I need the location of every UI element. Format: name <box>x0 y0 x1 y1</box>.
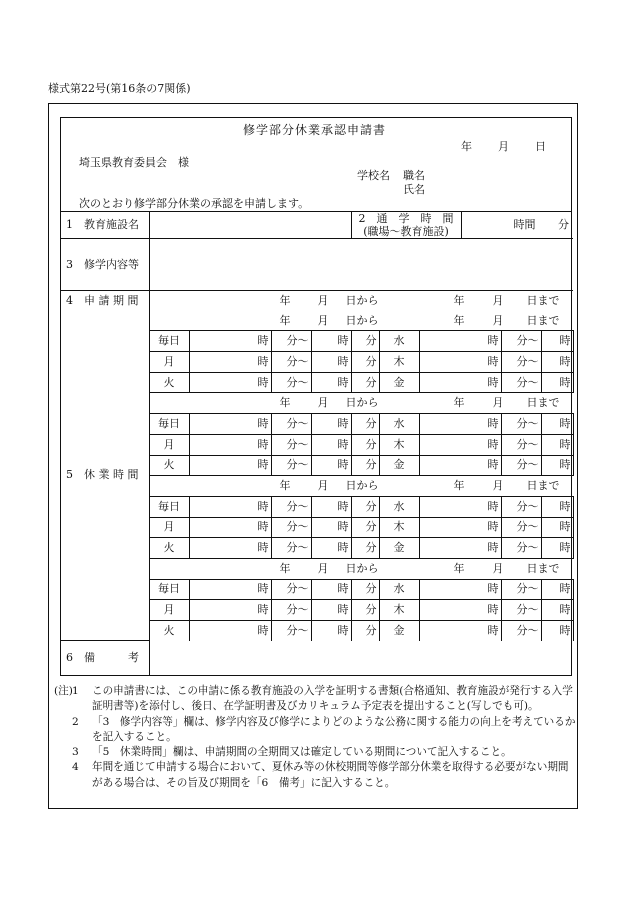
date-month: 月 <box>498 140 509 153</box>
commute-hours: 時間 <box>513 218 536 231</box>
end-min[interactable]: 分 <box>351 579 379 600</box>
start-hour[interactable]: 時 <box>419 434 501 455</box>
row-remarks <box>61 641 573 676</box>
end-min[interactable]: 分 <box>351 496 379 517</box>
end-min[interactable]: 分 <box>351 414 379 435</box>
start-hour[interactable]: 時 <box>189 352 271 373</box>
start-min[interactable]: 分～ <box>501 434 541 455</box>
period-month: 月 <box>317 396 329 410</box>
start-min[interactable]: 分～ <box>271 621 311 641</box>
end-hour[interactable]: 時 <box>541 352 573 373</box>
end-hour[interactable]: 時 <box>311 496 351 517</box>
period-year: 年 <box>279 561 291 575</box>
period-to: 日まで <box>526 561 560 575</box>
start-hour[interactable]: 時 <box>189 517 271 538</box>
end-min[interactable]: 分 <box>351 434 379 455</box>
period-month: 月 <box>492 479 504 493</box>
start-hour[interactable]: 時 <box>189 331 271 352</box>
schedule-period-field[interactable] <box>149 558 573 579</box>
day-label: 水 <box>379 496 419 517</box>
period-to: 日まで <box>526 479 560 493</box>
day-label: 火 <box>149 455 189 476</box>
schedule-period-field[interactable] <box>149 476 573 497</box>
period-month: 月 <box>317 479 329 493</box>
period-year: 年 <box>453 313 465 327</box>
start-hour[interactable]: 時 <box>189 621 271 641</box>
start-hour[interactable]: 時 <box>419 372 501 393</box>
commute-field[interactable] <box>461 212 573 239</box>
day-label: 毎日 <box>149 331 189 352</box>
day-label: 火 <box>149 538 189 559</box>
day-label: 毎日 <box>149 496 189 517</box>
period-from: 日から <box>345 561 379 575</box>
start-hour[interactable]: 時 <box>189 455 271 476</box>
start-min[interactable]: 分～ <box>271 331 311 352</box>
statement: 次のとおり修学部分休業の承認を申請します。 <box>79 197 310 210</box>
end-hour[interactable]: 時 <box>311 517 351 538</box>
period-to: 日まで <box>526 313 560 327</box>
start-min[interactable]: 分～ <box>271 496 311 517</box>
start-min[interactable]: 分～ <box>501 579 541 600</box>
day-label: 火 <box>149 372 189 393</box>
start-min[interactable]: 分～ <box>501 352 541 373</box>
period-month: 月 <box>492 313 504 327</box>
period-month: 月 <box>317 313 329 327</box>
end-hour[interactable]: 時 <box>311 331 351 352</box>
end-hour[interactable]: 時 <box>311 434 351 455</box>
end-hour[interactable]: 時 <box>541 372 573 393</box>
period-month: 月 <box>492 561 504 575</box>
start-hour[interactable]: 時 <box>419 414 501 435</box>
schedule-period-field[interactable] <box>149 393 573 414</box>
start-min[interactable]: 分～ <box>271 600 311 621</box>
end-min[interactable]: 分 <box>351 352 379 373</box>
period-year: 年 <box>279 313 291 327</box>
period-year: 年 <box>279 479 291 493</box>
date-day: 日 <box>535 140 546 153</box>
start-min[interactable]: 分～ <box>501 455 541 476</box>
row-facility <box>61 212 573 239</box>
start-hour[interactable]: 時 <box>419 496 501 517</box>
study-content-field[interactable] <box>149 239 573 291</box>
start-min[interactable]: 分～ <box>271 352 311 373</box>
period-year: 年 <box>453 396 465 410</box>
note-1: (注) 1 この申請書には、この申請に係る教育施設の入学を証明する書類(合格通知、教育施設が発行する入学証明書等)を添付し、後日、在学証明書及びカリキュラム予定表を提出すること(写しでも可)。 <box>54 685 573 713</box>
notes <box>54 684 576 791</box>
end-hour[interactable]: 時 <box>311 538 351 559</box>
end-hour[interactable]: 時 <box>311 372 351 393</box>
remarks-field[interactable] <box>149 641 573 676</box>
day-label: 月 <box>149 600 189 621</box>
start-min[interactable]: 分～ <box>271 579 311 600</box>
start-hour[interactable]: 時 <box>419 600 501 621</box>
name-label: 氏名 <box>403 183 425 196</box>
start-min[interactable]: 分～ <box>501 414 541 435</box>
end-hour[interactable]: 時 <box>541 538 573 559</box>
start-min[interactable]: 分～ <box>501 517 541 538</box>
day-label: 水 <box>379 414 419 435</box>
start-hour[interactable]: 時 <box>419 455 501 476</box>
remarks-label: 6 備 考 <box>61 641 149 676</box>
end-min[interactable]: 分 <box>351 372 379 393</box>
end-hour[interactable]: 時 <box>311 414 351 435</box>
period-to: 日まで <box>526 396 560 410</box>
day-label: 毎日 <box>149 414 189 435</box>
form-number: 様式第22号(第16条の7関係) <box>48 82 191 95</box>
end-hour[interactable]: 時 <box>311 352 351 373</box>
period-from: 日から <box>345 396 379 410</box>
end-hour[interactable]: 時 <box>541 621 573 641</box>
start-min[interactable]: 分～ <box>271 455 311 476</box>
start-min[interactable]: 分～ <box>271 538 311 559</box>
school-label: 学校名 <box>357 169 390 182</box>
start-hour[interactable]: 時 <box>419 579 501 600</box>
form-header <box>61 118 571 212</box>
period-year: 年 <box>453 479 465 493</box>
schedule-period-field[interactable] <box>149 311 573 331</box>
day-label: 木 <box>379 600 419 621</box>
end-hour[interactable]: 時 <box>311 621 351 641</box>
schedule-period-row <box>61 311 573 331</box>
end-hour[interactable]: 時 <box>541 331 573 352</box>
row-application-period <box>61 291 573 311</box>
end-min[interactable]: 分 <box>351 455 379 476</box>
facility-label: 1 教育施設名 <box>61 212 149 239</box>
start-hour[interactable]: 時 <box>419 621 501 641</box>
end-hour[interactable]: 時 <box>541 414 573 435</box>
start-hour[interactable]: 時 <box>419 352 501 373</box>
day-label: 水 <box>379 579 419 600</box>
start-min[interactable]: 分～ <box>501 600 541 621</box>
commute-minutes: 分 <box>558 218 570 231</box>
end-hour[interactable]: 時 <box>541 600 573 621</box>
start-hour[interactable]: 時 <box>189 579 271 600</box>
day-label: 月 <box>149 352 189 373</box>
start-min[interactable]: 分～ <box>501 538 541 559</box>
day-label: 月 <box>149 434 189 455</box>
day-label: 水 <box>379 331 419 352</box>
day-label: 月 <box>149 517 189 538</box>
start-hour[interactable]: 時 <box>189 538 271 559</box>
start-min[interactable]: 分～ <box>271 372 311 393</box>
study-content-label: 3 修学内容等 <box>61 239 149 291</box>
start-hour[interactable]: 時 <box>189 372 271 393</box>
period-field[interactable]: 年 月 日から 年 月 日まで <box>149 291 573 311</box>
leave-hours-label: 5 休 業 時 間 <box>61 311 149 641</box>
period-year: 年 <box>279 396 291 410</box>
form-title: 修学部分休業承認申請書 <box>243 123 387 137</box>
day-label: 金 <box>379 621 419 641</box>
start-hour[interactable]: 時 <box>419 538 501 559</box>
job-label: 職名 <box>403 169 425 182</box>
form-table <box>61 212 573 675</box>
start-min[interactable]: 分～ <box>271 517 311 538</box>
note-2: 2 「3 修学内容等」欄は、修学内容及び修学によりどのような公務に関する能力の向上を考えているかを記入すること。 <box>72 715 576 743</box>
end-min[interactable]: 分 <box>351 538 379 559</box>
start-hour[interactable]: 時 <box>419 517 501 538</box>
day-label: 金 <box>379 372 419 393</box>
note-3: 3 「5 休業時間」欄は、申請期間の全期間又は確定している期間について記入すること。 <box>72 746 512 759</box>
start-min[interactable]: 分～ <box>271 434 311 455</box>
start-min[interactable]: 分～ <box>501 621 541 641</box>
end-min[interactable]: 分 <box>351 517 379 538</box>
end-hour[interactable]: 時 <box>541 579 573 600</box>
addressee: 埼玉県教育委員会 様 <box>79 156 189 169</box>
start-hour[interactable]: 時 <box>189 434 271 455</box>
end-hour[interactable]: 時 <box>311 579 351 600</box>
day-label: 木 <box>379 434 419 455</box>
day-label: 木 <box>379 352 419 373</box>
end-hour[interactable]: 時 <box>311 455 351 476</box>
end-min[interactable]: 分 <box>351 621 379 641</box>
period-month: 月 <box>492 396 504 410</box>
end-min[interactable]: 分 <box>351 600 379 621</box>
day-label: 金 <box>379 455 419 476</box>
end-hour[interactable]: 時 <box>311 600 351 621</box>
period-from: 日から <box>345 479 379 493</box>
commute-label: 2 通 学 時 間 (職場～教育施設) <box>351 212 461 239</box>
start-hour[interactable]: 時 <box>189 496 271 517</box>
day-label: 金 <box>379 538 419 559</box>
period-month: 月 <box>317 561 329 575</box>
date-year: 年 <box>461 140 472 153</box>
start-min[interactable]: 分～ <box>271 414 311 435</box>
note-4: 4 年間を通じて申請する場合において、夏休み等の休校期間等修学部分休業を取得する必要がない期間がある場合は、その旨及び期間を「6 備考」に記入すること。 <box>72 761 569 789</box>
day-label: 木 <box>379 517 419 538</box>
start-min[interactable]: 分～ <box>501 496 541 517</box>
start-hour[interactable]: 時 <box>189 600 271 621</box>
end-hour[interactable]: 時 <box>541 434 573 455</box>
day-label: 毎日 <box>149 579 189 600</box>
start-hour[interactable]: 時 <box>419 331 501 352</box>
row-study-content <box>61 239 573 291</box>
end-hour[interactable]: 時 <box>541 517 573 538</box>
start-min[interactable]: 分～ <box>501 372 541 393</box>
day-label: 火 <box>149 621 189 641</box>
application-form <box>60 117 572 676</box>
leave-schedule <box>61 311 573 641</box>
start-min[interactable]: 分～ <box>501 331 541 352</box>
start-hour[interactable]: 時 <box>189 414 271 435</box>
period-from: 日から <box>345 313 379 327</box>
end-hour[interactable]: 時 <box>541 496 573 517</box>
end-min[interactable]: 分 <box>351 331 379 352</box>
facility-field[interactable] <box>149 212 351 239</box>
end-hour[interactable]: 時 <box>541 455 573 476</box>
period-year: 年 <box>453 561 465 575</box>
period-label: 4 申 請 期 間 <box>61 291 149 311</box>
